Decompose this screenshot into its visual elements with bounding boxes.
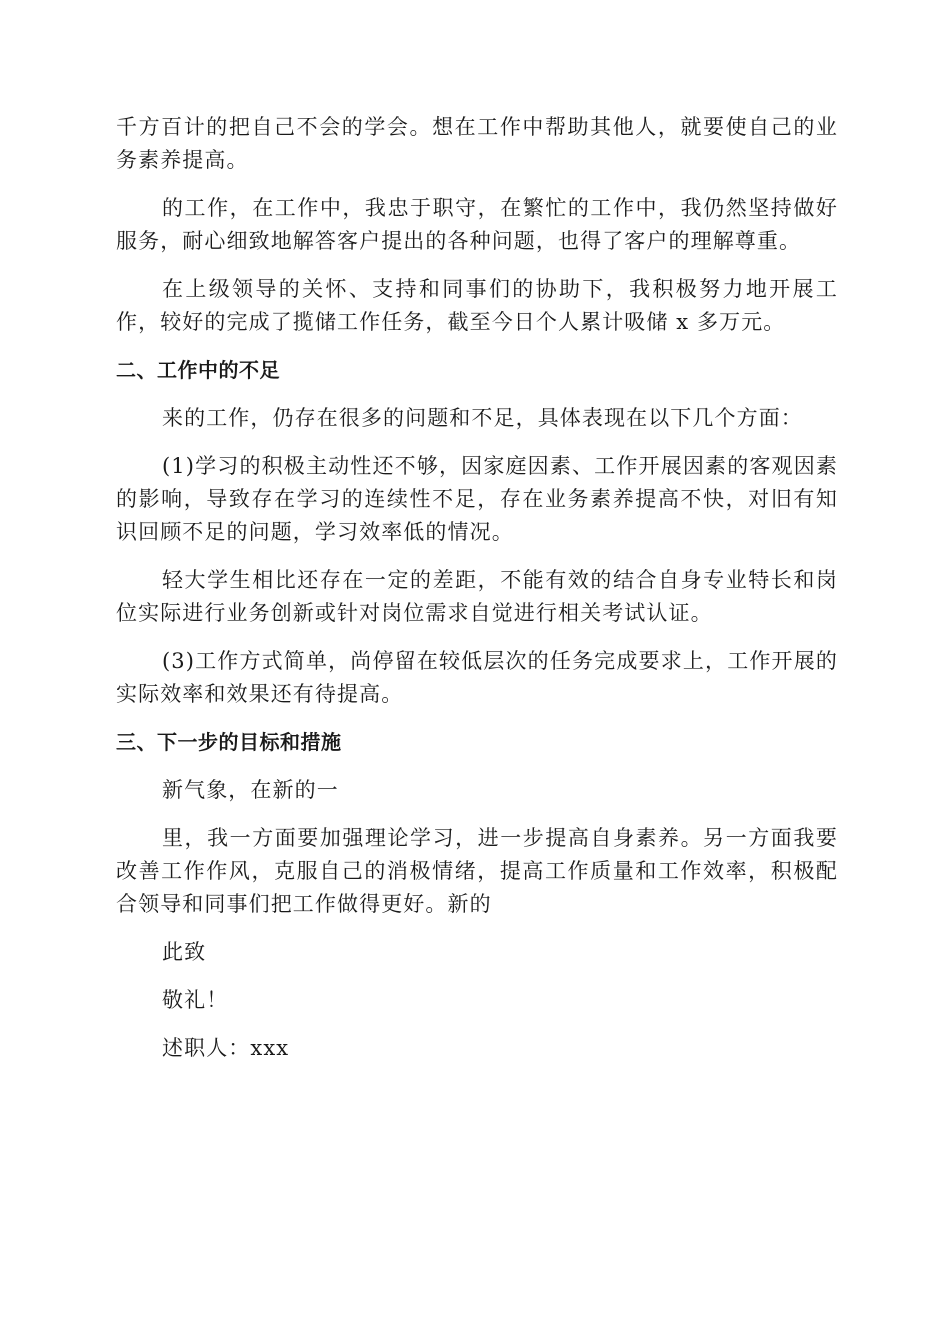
paragraph-goals-plan: 里，我一方面要加强理论学习，进一步提高自身素养。另一方面我要改善工作作风，克服自己的消极情绪，提高工作质量和工作效率，积极配合领导和同事们把工作做得更好。新的 bbox=[116, 826, 838, 916]
paragraph-shortcomings-intro: 来的工作，仍存在很多的问题和不足，具体表现在以下几个方面： bbox=[162, 406, 803, 430]
document-body bbox=[116, 111, 838, 1065]
closing-regards: 敬礼！ bbox=[162, 988, 229, 1012]
paragraph-service-work: 的工作，在工作中，我忠于职守，在繁忙的工作中，我仍然坚持做好服务，耐心细致地解答客户提出的各种问题，也得了客户的理解尊重。 bbox=[116, 196, 838, 253]
paragraph-shortcoming-3: (3)工作方式简单，尚停留在较低层次的任务完成要求上，工作开展的实际效率和效果还有待提高。 bbox=[116, 649, 838, 706]
paragraph-deposit-task: 在上级领导的关怀、支持和同事们的协助下，我积极努力地开展工作，较好的完成了揽储工作任务，截至今日个人累计吸储 x 多万元。 bbox=[116, 277, 838, 334]
paragraph-goals-intro: 新气象，在新的一 bbox=[162, 778, 339, 802]
closing-salutation: 此致 bbox=[162, 940, 207, 964]
paragraph-shortcoming-2: 轻大学生相比还存在一定的差距，不能有效的结合自身专业特长和岗位实际进行业务创新或针对岗位需求自觉进行相关考试认证。 bbox=[116, 568, 838, 625]
paragraph-shortcoming-1: (1)学习的积极主动性还不够，因家庭因素、工作开展因素的客观因素的影响，导致存在学习的连续性不足，存在业务素养提高不快，对旧有知识回顾不足的问题，学习效率低的情况。 bbox=[116, 454, 838, 544]
signature-line: 述职人：xxx bbox=[162, 1036, 290, 1060]
section-heading-goals: 三、下一步的目标和措施 bbox=[116, 730, 342, 754]
section-heading-shortcomings: 二、工作中的不足 bbox=[116, 358, 280, 382]
paragraph-intro-continuation: 千方百计的把自己不会的学会。想在工作中帮助其他人，就要使自己的业务素养提高。 bbox=[116, 115, 838, 172]
